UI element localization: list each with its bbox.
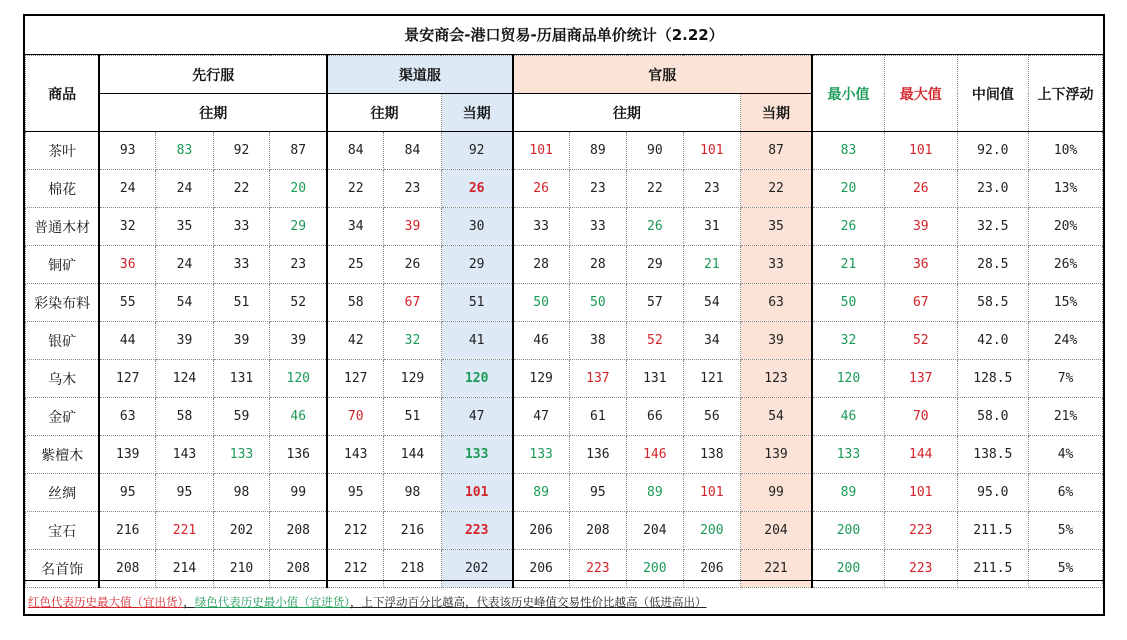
float-cell: 20% xyxy=(1029,208,1103,246)
float-cell: 4% xyxy=(1029,436,1103,474)
median-cell: 23.0 xyxy=(957,170,1029,208)
max-cell: 52 xyxy=(885,322,958,360)
price-cell: 51 xyxy=(213,284,270,322)
price-cell: 22 xyxy=(627,170,684,208)
product-name: 紫檀木 xyxy=(26,436,100,474)
price-cell: 129 xyxy=(513,360,570,398)
price-cell: 22 xyxy=(213,170,270,208)
min-cell: 89 xyxy=(812,474,885,512)
median-cell: 58.5 xyxy=(957,284,1029,322)
header-guan-current: 当期 xyxy=(741,94,812,132)
price-cell: 52 xyxy=(270,284,328,322)
price-cell: 123 xyxy=(741,360,812,398)
price-cell: 55 xyxy=(99,284,156,322)
price-cell: 131 xyxy=(213,360,270,398)
price-cell: 52 xyxy=(627,322,684,360)
float-cell: 13% xyxy=(1029,170,1103,208)
price-cell: 25 xyxy=(327,246,384,284)
price-cell: 212 xyxy=(327,512,384,550)
price-cell: 208 xyxy=(270,512,328,550)
price-cell: 47 xyxy=(441,398,512,436)
max-cell: 101 xyxy=(885,132,958,170)
table-row xyxy=(26,512,1103,550)
price-cell: 50 xyxy=(569,284,626,322)
price-cell: 92 xyxy=(441,132,512,170)
price-cell: 66 xyxy=(627,398,684,436)
price-cell: 137 xyxy=(569,360,626,398)
price-cell: 35 xyxy=(741,208,812,246)
price-cell: 58 xyxy=(327,284,384,322)
table-row xyxy=(26,132,1103,170)
header-min: 最小值 xyxy=(812,56,885,132)
max-cell: 67 xyxy=(885,284,958,322)
min-cell: 21 xyxy=(812,246,885,284)
price-cell: 22 xyxy=(327,170,384,208)
price-cell: 36 xyxy=(99,246,156,284)
product-name: 铜矿 xyxy=(26,246,100,284)
header-median: 中间值 xyxy=(957,56,1029,132)
price-cell: 89 xyxy=(627,474,684,512)
product-name: 棉花 xyxy=(26,170,100,208)
price-cell: 101 xyxy=(441,474,512,512)
median-cell: 42.0 xyxy=(957,322,1029,360)
price-cell: 33 xyxy=(213,246,270,284)
price-cell: 95 xyxy=(156,474,213,512)
price-cell: 84 xyxy=(384,132,441,170)
price-cell: 212 xyxy=(327,550,384,588)
price-cell: 23 xyxy=(384,170,441,208)
price-cell: 24 xyxy=(156,170,213,208)
price-cell: 136 xyxy=(569,436,626,474)
price-cell: 35 xyxy=(156,208,213,246)
price-cell: 23 xyxy=(270,246,328,284)
price-cell: 90 xyxy=(627,132,684,170)
price-cell: 38 xyxy=(569,322,626,360)
max-cell: 101 xyxy=(885,474,958,512)
float-cell: 5% xyxy=(1029,550,1103,588)
price-cell: 46 xyxy=(270,398,328,436)
price-cell: 34 xyxy=(327,208,384,246)
price-cell: 57 xyxy=(627,284,684,322)
price-cell: 29 xyxy=(627,246,684,284)
price-cell: 138 xyxy=(683,436,740,474)
price-cell: 47 xyxy=(513,398,570,436)
min-cell: 50 xyxy=(812,284,885,322)
price-cell: 63 xyxy=(741,284,812,322)
table-title: 景安商会-港口贸易-历届商品单价统计（2.22） xyxy=(25,16,1103,55)
price-cell: 95 xyxy=(99,474,156,512)
price-cell: 44 xyxy=(99,322,156,360)
price-table xyxy=(25,55,1103,588)
price-cell: 99 xyxy=(741,474,812,512)
footnote-rest: ，上下浮动百分比越高，代表该历史峰值交易性价比越高（低进高出） xyxy=(350,595,707,609)
min-cell: 26 xyxy=(812,208,885,246)
min-cell: 46 xyxy=(812,398,885,436)
price-table-frame xyxy=(23,14,1105,616)
price-cell: 67 xyxy=(384,284,441,322)
price-cell: 200 xyxy=(627,550,684,588)
float-cell: 24% xyxy=(1029,322,1103,360)
price-cell: 99 xyxy=(270,474,328,512)
header-qudao-past: 往期 xyxy=(327,94,441,132)
price-cell: 30 xyxy=(441,208,512,246)
price-cell: 146 xyxy=(627,436,684,474)
footnote-sep: ， xyxy=(183,595,195,609)
price-cell: 33 xyxy=(513,208,570,246)
header-group-guan: 官服 xyxy=(513,56,812,94)
table-row xyxy=(26,474,1103,512)
header-group-xianxing: 先行服 xyxy=(99,56,327,94)
price-cell: 133 xyxy=(441,436,512,474)
median-cell: 211.5 xyxy=(957,550,1029,588)
price-cell: 24 xyxy=(156,246,213,284)
price-cell: 121 xyxy=(683,360,740,398)
product-name: 茶叶 xyxy=(26,132,100,170)
price-cell: 124 xyxy=(156,360,213,398)
price-cell: 50 xyxy=(513,284,570,322)
min-cell: 83 xyxy=(812,132,885,170)
price-cell: 221 xyxy=(741,550,812,588)
price-cell: 89 xyxy=(569,132,626,170)
min-cell: 32 xyxy=(812,322,885,360)
price-cell: 20 xyxy=(270,170,328,208)
price-cell: 136 xyxy=(270,436,328,474)
price-cell: 127 xyxy=(99,360,156,398)
float-cell: 10% xyxy=(1029,132,1103,170)
price-cell: 216 xyxy=(99,512,156,550)
price-cell: 101 xyxy=(513,132,570,170)
price-cell: 206 xyxy=(513,512,570,550)
price-cell: 87 xyxy=(741,132,812,170)
median-cell: 138.5 xyxy=(957,436,1029,474)
price-cell: 208 xyxy=(569,512,626,550)
price-cell: 39 xyxy=(384,208,441,246)
product-name: 乌木 xyxy=(26,360,100,398)
price-cell: 127 xyxy=(327,360,384,398)
min-cell: 200 xyxy=(812,550,885,588)
price-cell: 131 xyxy=(627,360,684,398)
table-row xyxy=(26,398,1103,436)
table-row xyxy=(26,170,1103,208)
median-cell: 58.0 xyxy=(957,398,1029,436)
price-cell: 139 xyxy=(99,436,156,474)
table-row xyxy=(26,284,1103,322)
price-cell: 204 xyxy=(741,512,812,550)
price-cell: 32 xyxy=(99,208,156,246)
price-cell: 59 xyxy=(213,398,270,436)
price-cell: 32 xyxy=(384,322,441,360)
price-cell: 208 xyxy=(99,550,156,588)
float-cell: 26% xyxy=(1029,246,1103,284)
price-cell: 143 xyxy=(327,436,384,474)
min-cell: 200 xyxy=(812,512,885,550)
float-cell: 21% xyxy=(1029,398,1103,436)
price-cell: 202 xyxy=(213,512,270,550)
price-cell: 218 xyxy=(384,550,441,588)
price-cell: 95 xyxy=(569,474,626,512)
price-cell: 56 xyxy=(683,398,740,436)
max-cell: 223 xyxy=(885,512,958,550)
price-cell: 26 xyxy=(441,170,512,208)
price-cell: 26 xyxy=(384,246,441,284)
table-row xyxy=(26,208,1103,246)
price-cell: 87 xyxy=(270,132,328,170)
price-cell: 92 xyxy=(213,132,270,170)
price-cell: 26 xyxy=(513,170,570,208)
footnote-green: 绿色代表历史最小值（宜进货） xyxy=(194,595,350,609)
table-body xyxy=(26,132,1103,588)
header-product: 商品 xyxy=(26,56,100,132)
price-cell: 39 xyxy=(270,322,328,360)
max-cell: 36 xyxy=(885,246,958,284)
price-cell: 54 xyxy=(683,284,740,322)
price-cell: 93 xyxy=(99,132,156,170)
median-cell: 28.5 xyxy=(957,246,1029,284)
price-cell: 143 xyxy=(156,436,213,474)
float-cell: 6% xyxy=(1029,474,1103,512)
price-cell: 120 xyxy=(441,360,512,398)
price-cell: 206 xyxy=(513,550,570,588)
table-row xyxy=(26,322,1103,360)
price-cell: 95 xyxy=(327,474,384,512)
price-cell: 21 xyxy=(683,246,740,284)
price-cell: 206 xyxy=(683,550,740,588)
header-group-qudao: 渠道服 xyxy=(327,56,512,94)
header-max: 最大值 xyxy=(885,56,958,132)
min-cell: 20 xyxy=(812,170,885,208)
price-cell: 120 xyxy=(270,360,328,398)
footnote-red: 红色代表历史最大值（宜出货） xyxy=(28,595,184,609)
price-cell: 84 xyxy=(327,132,384,170)
float-cell: 15% xyxy=(1029,284,1103,322)
price-cell: 51 xyxy=(441,284,512,322)
price-cell: 221 xyxy=(156,512,213,550)
price-cell: 42 xyxy=(327,322,384,360)
product-name: 宝石 xyxy=(26,512,100,550)
price-cell: 83 xyxy=(156,132,213,170)
header-qudao-current: 当期 xyxy=(441,94,512,132)
price-cell: 28 xyxy=(513,246,570,284)
price-cell: 46 xyxy=(513,322,570,360)
price-cell: 70 xyxy=(327,398,384,436)
max-cell: 26 xyxy=(885,170,958,208)
float-cell: 5% xyxy=(1029,512,1103,550)
price-cell: 41 xyxy=(441,322,512,360)
price-cell: 39 xyxy=(741,322,812,360)
price-cell: 223 xyxy=(441,512,512,550)
max-cell: 137 xyxy=(885,360,958,398)
price-cell: 23 xyxy=(569,170,626,208)
price-cell: 214 xyxy=(156,550,213,588)
float-cell: 7% xyxy=(1029,360,1103,398)
price-cell: 29 xyxy=(441,246,512,284)
price-cell: 33 xyxy=(213,208,270,246)
median-cell: 92.0 xyxy=(957,132,1029,170)
price-cell: 133 xyxy=(513,436,570,474)
price-cell: 29 xyxy=(270,208,328,246)
price-cell: 133 xyxy=(213,436,270,474)
price-cell: 63 xyxy=(99,398,156,436)
price-cell: 98 xyxy=(384,474,441,512)
price-cell: 39 xyxy=(213,322,270,360)
price-cell: 216 xyxy=(384,512,441,550)
price-cell: 54 xyxy=(156,284,213,322)
price-cell: 22 xyxy=(741,170,812,208)
min-cell: 120 xyxy=(812,360,885,398)
price-cell: 34 xyxy=(683,322,740,360)
header-float: 上下浮动 xyxy=(1029,56,1103,132)
price-cell: 58 xyxy=(156,398,213,436)
median-cell: 95.0 xyxy=(957,474,1029,512)
product-name: 金矿 xyxy=(26,398,100,436)
median-cell: 211.5 xyxy=(957,512,1029,550)
header-xianxing-past: 往期 xyxy=(99,94,327,132)
product-name: 名首饰 xyxy=(26,550,100,588)
table-row xyxy=(26,436,1103,474)
price-cell: 223 xyxy=(569,550,626,588)
price-cell: 101 xyxy=(683,474,740,512)
price-cell: 51 xyxy=(384,398,441,436)
price-cell: 144 xyxy=(384,436,441,474)
price-cell: 89 xyxy=(513,474,570,512)
price-cell: 129 xyxy=(384,360,441,398)
price-cell: 26 xyxy=(627,208,684,246)
table-row xyxy=(26,360,1103,398)
median-cell: 32.5 xyxy=(957,208,1029,246)
max-cell: 223 xyxy=(885,550,958,588)
header-guan-past: 往期 xyxy=(513,94,741,132)
price-cell: 210 xyxy=(213,550,270,588)
price-cell: 139 xyxy=(741,436,812,474)
price-cell: 39 xyxy=(156,322,213,360)
price-cell: 204 xyxy=(627,512,684,550)
price-cell: 54 xyxy=(741,398,812,436)
price-cell: 33 xyxy=(569,208,626,246)
max-cell: 144 xyxy=(885,436,958,474)
median-cell: 128.5 xyxy=(957,360,1029,398)
price-cell: 208 xyxy=(270,550,328,588)
product-name: 丝绸 xyxy=(26,474,100,512)
price-cell: 202 xyxy=(441,550,512,588)
price-cell: 28 xyxy=(569,246,626,284)
price-cell: 98 xyxy=(213,474,270,512)
price-cell: 23 xyxy=(683,170,740,208)
price-cell: 61 xyxy=(569,398,626,436)
max-cell: 70 xyxy=(885,398,958,436)
price-cell: 24 xyxy=(99,170,156,208)
price-cell: 33 xyxy=(741,246,812,284)
price-cell: 31 xyxy=(683,208,740,246)
max-cell: 39 xyxy=(885,208,958,246)
price-cell: 101 xyxy=(683,132,740,170)
product-name: 普通木材 xyxy=(26,208,100,246)
legend-footnote xyxy=(25,580,1103,616)
min-cell: 133 xyxy=(812,436,885,474)
table-row xyxy=(26,246,1103,284)
product-name: 彩染布料 xyxy=(26,284,100,322)
product-name: 银矿 xyxy=(26,322,100,360)
price-cell: 200 xyxy=(683,512,740,550)
